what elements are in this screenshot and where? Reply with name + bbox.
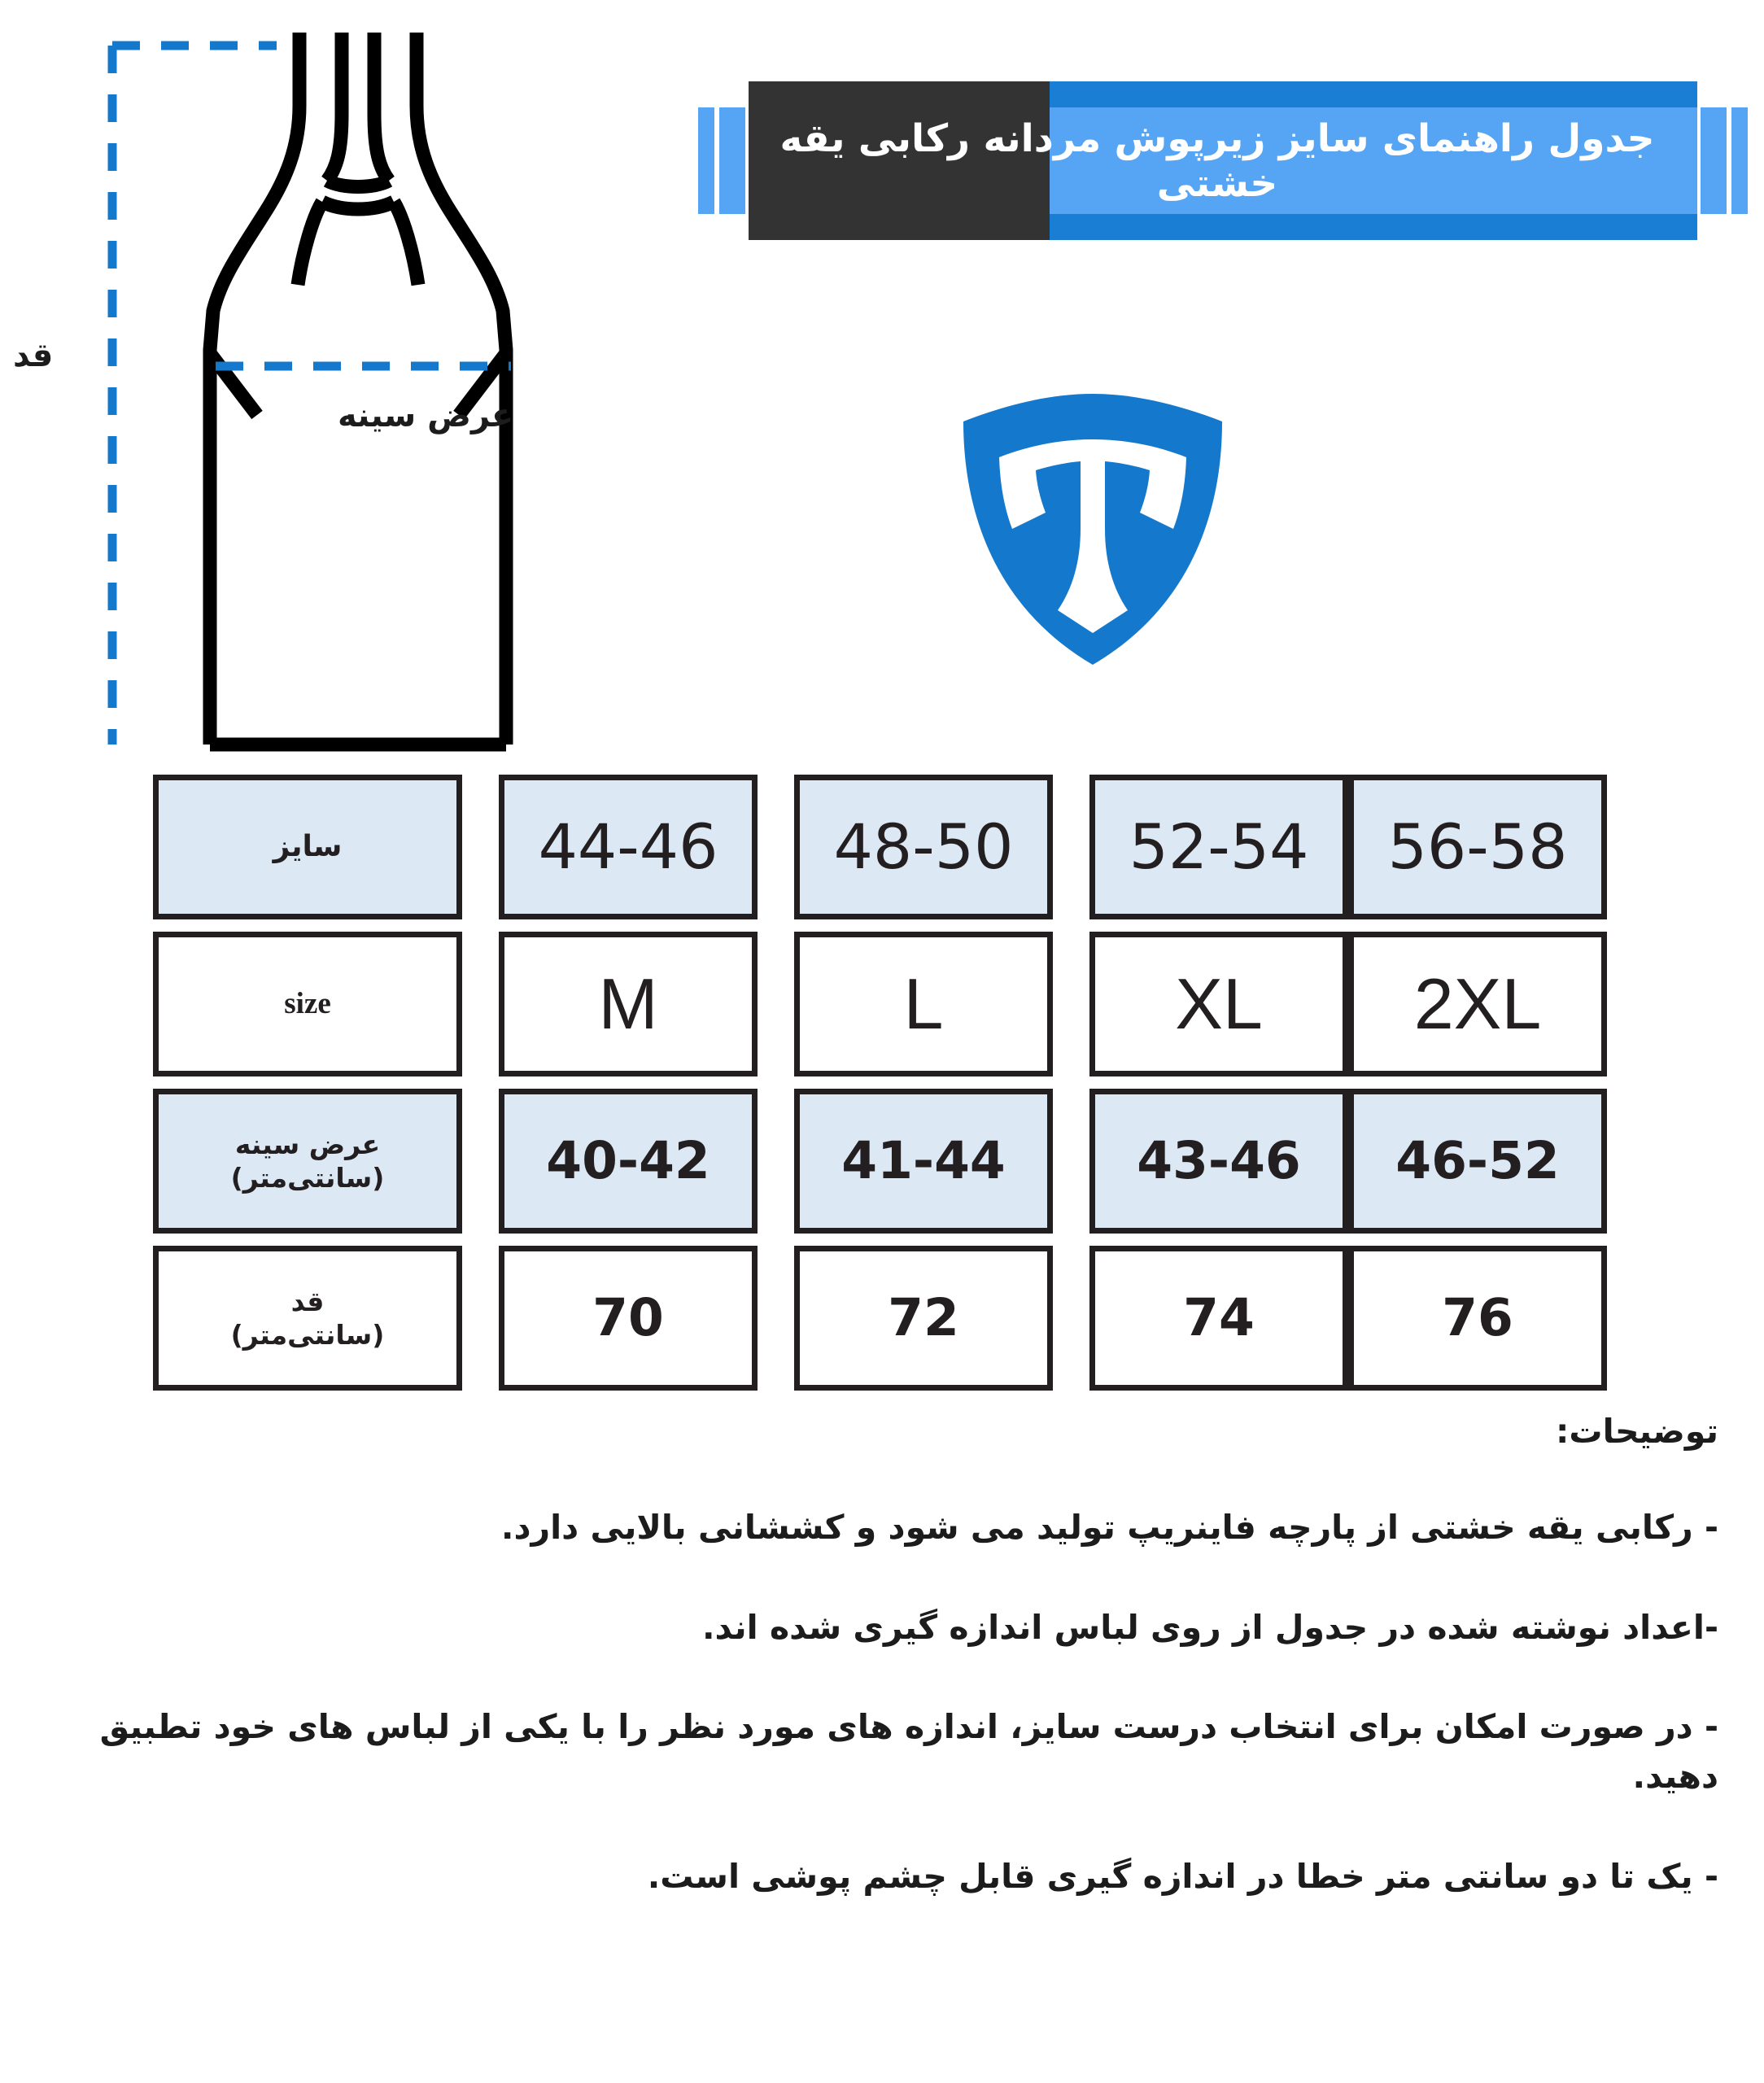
cell-value: L <box>903 963 944 1044</box>
cell-size-2xl <box>1348 775 1607 919</box>
length-measure-label: قد <box>13 337 54 374</box>
cell-letter-l <box>794 932 1053 1076</box>
row-header-label <box>231 1128 385 1195</box>
cell-chest-m <box>499 1089 758 1234</box>
garment-diagram <box>0 8 716 765</box>
note-item: - در صورت امکان برای انتخاب درست سایز، اندازه های مورد نظر را با یکی از لباس های خود تطبیق دهید. <box>99 1707 1718 1797</box>
row-header-label-line2: (سانتی‌متر) <box>230 1319 385 1351</box>
row-header-label-line2: (سانتی‌متر) <box>230 1162 385 1194</box>
size-chart-table <box>114 775 1729 1389</box>
row-header-length <box>153 1246 462 1391</box>
cell-value: 40-42 <box>546 1131 710 1191</box>
note-item: - رکابی یقه خشتی از پارچه فاینریپ تولید می شود و کششانی بالایی دارد. <box>500 1508 1718 1547</box>
ribbon-bar-right-inner <box>1701 107 1727 214</box>
cell-value: M <box>598 963 658 1044</box>
brand-logo <box>950 389 1235 670</box>
cell-letter-2xl <box>1348 932 1607 1076</box>
cell-value: 2XL <box>1413 963 1542 1044</box>
cell-length-m <box>499 1246 758 1391</box>
cell-size-m <box>499 775 758 919</box>
table-row <box>114 775 1729 919</box>
row-header-label <box>231 1285 385 1352</box>
cell-value: 72 <box>888 1288 959 1348</box>
cell-value: 56-58 <box>1387 810 1568 884</box>
cell-value: 43-46 <box>1137 1131 1301 1191</box>
cell-value: 76 <box>1442 1288 1513 1348</box>
cell-chest-2xl <box>1348 1089 1607 1234</box>
row-header-label-line1: قد <box>290 1285 325 1317</box>
cell-value: 44-46 <box>538 810 718 884</box>
garment-outline <box>210 33 506 745</box>
cell-value: 48-50 <box>833 810 1014 884</box>
tank-top-drawing <box>0 8 716 765</box>
cell-length-2xl <box>1348 1246 1607 1391</box>
length-guide-dashed-line <box>112 46 277 745</box>
table-row <box>114 1089 1729 1234</box>
cell-length-l <box>794 1246 1053 1391</box>
cell-value: 70 <box>592 1288 664 1348</box>
row-header-label-line1: عرض سینه <box>234 1128 381 1160</box>
notes-heading: توضیحات: <box>1556 1412 1718 1451</box>
table-row <box>114 932 1729 1076</box>
ribbon-bar-left-outer <box>698 107 714 214</box>
cell-letter-m <box>499 932 758 1076</box>
row-header-size-en <box>153 932 462 1076</box>
cell-chest-l <box>794 1089 1053 1234</box>
row-header-chest <box>153 1089 462 1234</box>
table-row <box>114 1246 1729 1391</box>
row-header-sizes <box>153 775 462 919</box>
cell-value: 52-54 <box>1129 810 1309 884</box>
chest-measure-label: عرض سینه <box>338 397 514 435</box>
cell-chest-xl <box>1089 1089 1348 1234</box>
row-header-label: سایز <box>273 830 343 864</box>
banner <box>698 81 1748 240</box>
cell-size-l <box>794 775 1053 919</box>
cell-value: 41-44 <box>841 1131 1006 1191</box>
top-section <box>0 0 1764 765</box>
cell-value: 46-52 <box>1395 1131 1560 1191</box>
note-item: - یک تا دو سانتی متر خطا در اندازه گیری قابل چشم پوشی است. <box>647 1856 1718 1896</box>
cell-length-xl <box>1089 1246 1348 1391</box>
shield-t-logo-icon <box>950 389 1235 670</box>
cell-value: 74 <box>1183 1288 1255 1348</box>
row-header-label: size <box>284 986 331 1020</box>
ribbon-bar-right-outer <box>1731 107 1748 214</box>
cell-value: XL <box>1175 963 1263 1044</box>
banner-title: جدول راهنمای سایز زیرپوش مردانه رکابی یقه خشتی <box>779 116 1655 206</box>
note-item: -اعداد نوشته شده در جدول از روی لباس اندازه گیری شده اند. <box>701 1607 1718 1647</box>
notes-section <box>33 1412 1733 1951</box>
ribbon-bar-left-inner <box>719 107 745 214</box>
cell-size-xl <box>1089 775 1348 919</box>
cell-letter-xl <box>1089 932 1348 1076</box>
